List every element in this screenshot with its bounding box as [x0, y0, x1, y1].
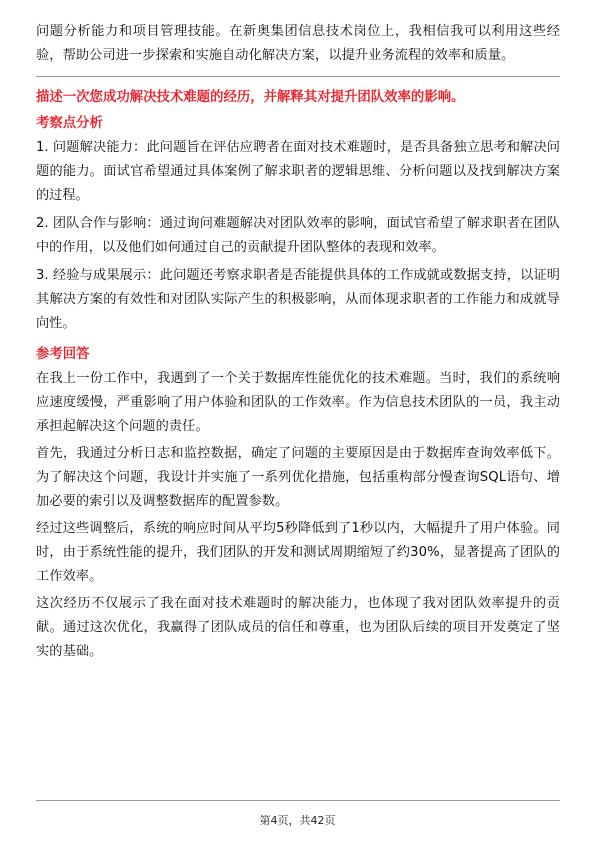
- analysis-title: 考察点分析: [36, 116, 103, 131]
- answer-paragraph: 首先，我通过分析日志和监控数据，确定了问题的主要原因是由于数据库查询效率低下。为了解决这个问题，我设计并实施了一系列优化措施，包括重构部分慢查询SQL语句、增加必要的索引以及调整数据库的配置参数。: [36, 446, 560, 509]
- analysis-item: 3. 经验与成果展示：此问题还考察求职者是否能提供具体的工作成就或数据支持，以证明其解决方案的有效性和对团队实际产生的积极影响，从而体现求职者的工作能力和成就导向性。: [36, 268, 560, 331]
- footer-divider: [36, 800, 560, 801]
- page-content: [36, 20, 560, 667]
- analysis-item: 1. 问题解决能力：此问题旨在评估应聘者在面对技术难题时，是否具备独立思考和解决问题的能力。面试官希望通过具体案例了解求职者的逻辑思维、分析问题以及找到解决方案的过程。: [36, 140, 560, 203]
- intro-paragraph: 问题分析能力和项目管理技能。在新奥集团信息技术岗位上，我相信我可以利用这些经验，帮助公司进一步探索和实施自动化解决方案，以提升业务流程的效率和质量。: [36, 24, 560, 63]
- analysis-item: 2. 团队合作与影响：通过询问难题解决对团队效率的影响，面试官希望了解求职者在团队中的作用，以及他们如何通过自己的贡献提升团队整体的表现和效率。: [36, 216, 560, 255]
- question-heading: 描述一次您成功解决技术难题的经历，并解释其对提升团队效率的影响。: [36, 90, 465, 105]
- answer-title: 参考回答: [36, 347, 90, 362]
- answer-paragraph: 在我上一份工作中，我遇到了一个关于数据库性能优化的技术难题。当时，我们的系统响应速度缓慢，严重影响了用户体验和团队的工作效率。作为信息技术团队的一员，我主动承担起解决这个问题的责任。: [36, 371, 560, 434]
- answer-paragraph: 经过这些调整后，系统的响应时间从平均5秒降低到了1秒以内，大幅提升了用户体验。同时，由于系统性能的提升，我们团队的开发和测试周期缩短了约30%，显著提高了团队的工作效率。: [36, 521, 560, 584]
- page-number: 第4页，共42页: [259, 814, 336, 827]
- answer-paragraph: 这次经历不仅展示了我在面对技术难题时的解决能力，也体现了我对团队效率提升的贡献。通过这次优化，我赢得了团队成员的信任和尊重，也为团队后续的项目开发奠定了坚实的基础。: [36, 596, 560, 659]
- section-divider: [36, 76, 560, 77]
